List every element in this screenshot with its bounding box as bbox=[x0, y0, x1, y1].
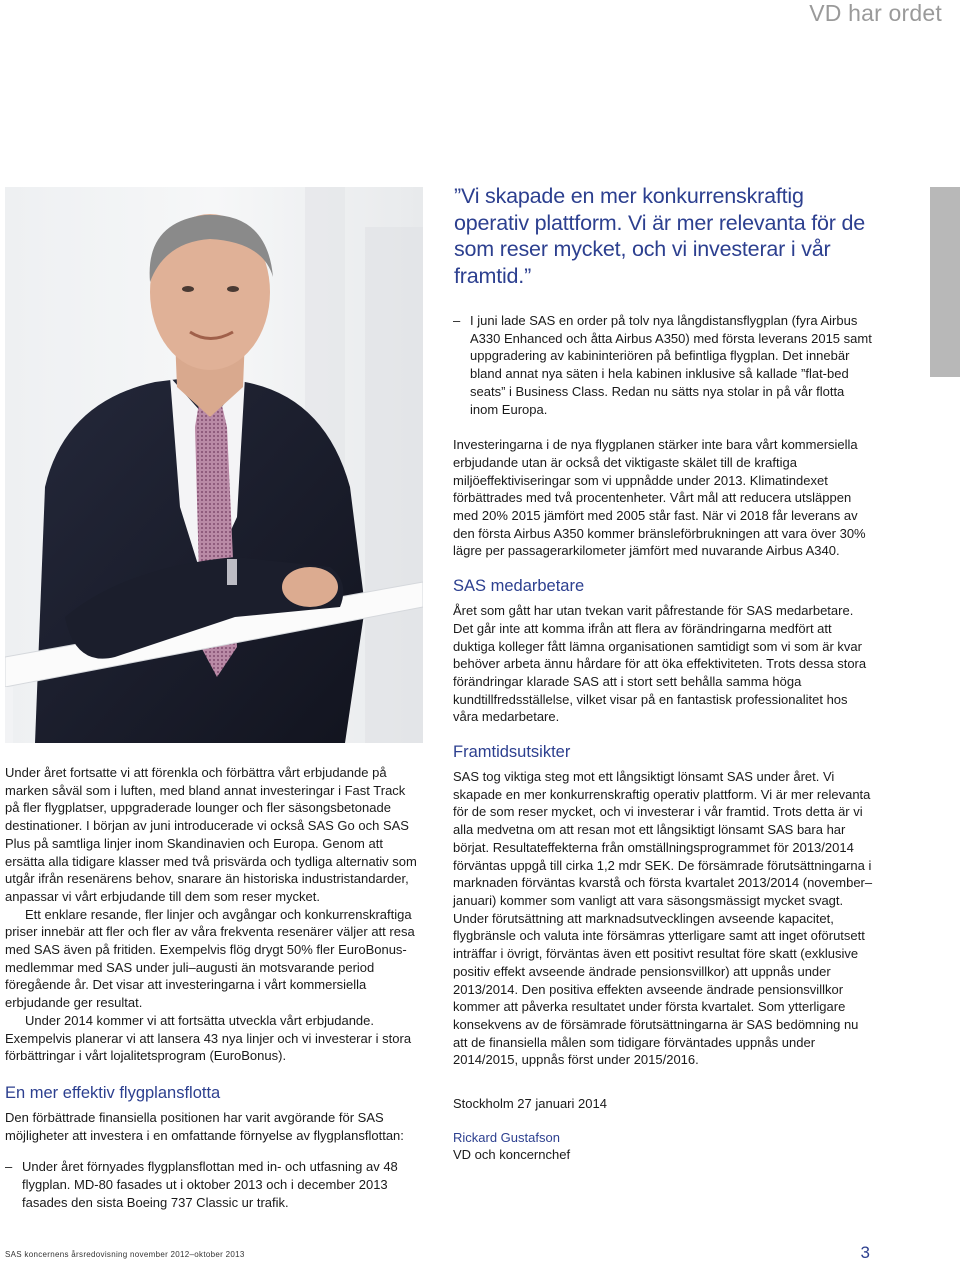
page-number: 3 bbox=[860, 1243, 870, 1262]
signer-name: Rickard Gustafson bbox=[453, 1129, 560, 1145]
place-date: Stockholm 27 januari 2014 bbox=[453, 1096, 607, 1112]
employees-paragraph: Året som gått har utan tvekan varit påfrestande för SAS medarbetare. Det går inte att komma ifrån att flera av förändringarna medfört att duktiga kolleger fått lämna organisationen samtidigt som vi som är kvar behöver arbeta ännu hårdare för att öka effektiviteten. Trots dessa stora förändringar klarade SAS att i stort sett behålla samma höga kundtillfredsställelse, vilket visar på en fantastisk professionalitet hos våra medarbetare. bbox=[453, 603, 867, 725]
heading-framtidsutsikter: Framtidsutsikter bbox=[453, 743, 571, 762]
left-column bbox=[5, 764, 423, 1211]
offering-paragraph: Under året fortsatte vi att förenkla och förbättra vårt erbjudande på marken såväl som i luften, med bland annat investeringar i Fast Track på fler flygplatser, uppgraderade lounger och fler säsongsbetonade destinationer. I början av juni introducerade vi också SAS Go och SAS Plus på samtliga linjer inom Skandinavien och Europa. Genom att ersätta alla tidigare klasser med två prisvärda och tydliga alternativ som utgår ifrån resenärens behov, snarare än historiska industristandarder, anpassar vi vårt erbjudande till dem som reser mycket. bbox=[5, 765, 417, 904]
fleet-order-text: I juni lade SAS en order på tolv nya långdistansflygplan (fyra Airbus A330 Enhanced och åtta Airbus A350) med första leverans 2015 samt uppgradering av kabininteriören på befintliga flygplan. Det innebär bland annat nya säten i hela kabinen inklusive så kallade ”flat-bed seats” i Business Class. Redan nu sätts nya stolar in på vår flotta inom Europa. bbox=[470, 313, 872, 417]
portrait-photo bbox=[5, 187, 423, 743]
footer-text: SAS koncernens årsredovisning november 2012–oktober 2013 bbox=[5, 1250, 245, 1259]
section-title: VD har ordet bbox=[809, 0, 942, 26]
side-tab bbox=[930, 187, 960, 377]
signer-title: VD och koncernchef bbox=[453, 1147, 571, 1163]
outlook-paragraph: SAS tog viktiga steg mot ett långsiktigt lönsamt SAS under året. Vi skapade en mer konkurrenskraftig operativ plattform. Vi är mer relevanta för de som reser mycket, och vi investerar i vår framtid. Trots detta är vi alla medvetna om att resan mot ett långsiktigt lönsamt SAS bara har börjat. Resultateffekterna från omställningsprogrammet för 2013/2014 förväntas uppgå till cirka 1,2 mdr SEK. De försämrade förutsättningarna i marknaden förväntas kvarstå och första kvartalet 2013/2014 (november–januari) kommer som vanligt att vara säsongsmässigt mycket svagt. Under förutsättning att marknadsutvecklingen avseende kapacitet, flygbränsle och valuta inte försämras ytterligare samt att inget oförutsett inträffar i övrigt, förväntas även ett positivt resultat före skatt (exklusive positiv effekt avseende ändrade pensionsvillkor) att uppnås under 2013/2014. Den positiva effekten avseende ändrade pensionsvillkor kommer att påverka resultatet under första kvartalet. Som ytterligare konsekvens av de försämrade förutsättningarna är SAS bedömning nu att de finansiella målen som tidigare förväntades uppnås under 2014/2015, uppnås först under 2015/2016. bbox=[453, 769, 873, 1068]
fleet-renewal-bullet: – Under året förnyades flygplansflottan med in- och utfasning av 48 flygplan. MD-80 fasades ut i oktober 2013 och i december 2013 fasades den sista Boeing 737 Classic ur trafik. bbox=[5, 1158, 423, 1211]
travel-paragraph: Ett enklare resande, fler linjer och avgångar och konkurrenskraftiga priser innebär att fler och fler av våra frekventa resenärer väljer att resa med SAS även på fritiden. Exempelvis flög drygt 50% fler EuroBonus-medlemmar med SAS under juli–augusti än motsvarande period föregående år. Det visar att investeringarna i vårt kommersiella erbjudande ger resultat. bbox=[5, 906, 415, 1011]
plans-paragraph: Under 2014 kommer vi att fortsätta utveckla vårt erbjudande. Exempelvis planerar vi att lansera 43 nya linjer och vi investerar i stora förbättringar i vårt lojalitetsprogram (EuroBonus). bbox=[5, 1012, 412, 1064]
fleet-renewal-text: Under året förnyades flygplansflottan med in- och utfasning av 48 flygplan. MD-80 fasades ut i oktober 2013 och i december 2013 fasades den sista Boeing 737 Classic ur trafik. bbox=[22, 1159, 398, 1210]
heading-sas-medarbetare: SAS medarbetare bbox=[453, 577, 585, 596]
heading-fleet: En mer effektiv flygplansflotta bbox=[5, 1083, 221, 1102]
fleet-paragraph: Den förbättrade finansiella positionen har varit avgörande för SAS möjligheter att investera i en omfattande förnyelse av flygplansflottan: bbox=[5, 1109, 404, 1143]
pull-quote: ”Vi skapade en mer konkurrenskraftig operativ plattform. Vi är mer relevanta för de som reser mycket, och vi investerar i vår framtid.” bbox=[454, 184, 866, 288]
investment-paragraph: Investeringarna i de nya flygplanen stärker inte bara vårt kommersiella erbjudande utan är också det viktigaste skälet till de kraftiga miljöeffektiviseringar som vi uppnådde under 2013. Klimatindexet förbättrades med två procentenheter. Vårt mål att reducera utsläppen med 20% 2015 jämfört med 2005 står fast. När vi 2018 får leverans av den första Airbus A350 kommer bränsleförbrukningen att vara över 30% lägre per passagerarkilometer jämfört med nuvarande Airbus A340. bbox=[453, 437, 866, 559]
fleet-order-bullet: – I juni lade SAS en order på tolv nya långdistansflygplan (fyra Airbus A330 Enhanced och åtta Airbus A350) med första leverans 2015 samt uppgradering av kabininteriören på befintliga flygplan. Det innebär bland annat nya säten i hela kabinen inklusive så kallade ”flat-bed seats” i Business Class. Redan nu sätts nya stolar in på vår flotta inom Europa. bbox=[453, 313, 872, 417]
right-column-upper bbox=[453, 312, 873, 1164]
